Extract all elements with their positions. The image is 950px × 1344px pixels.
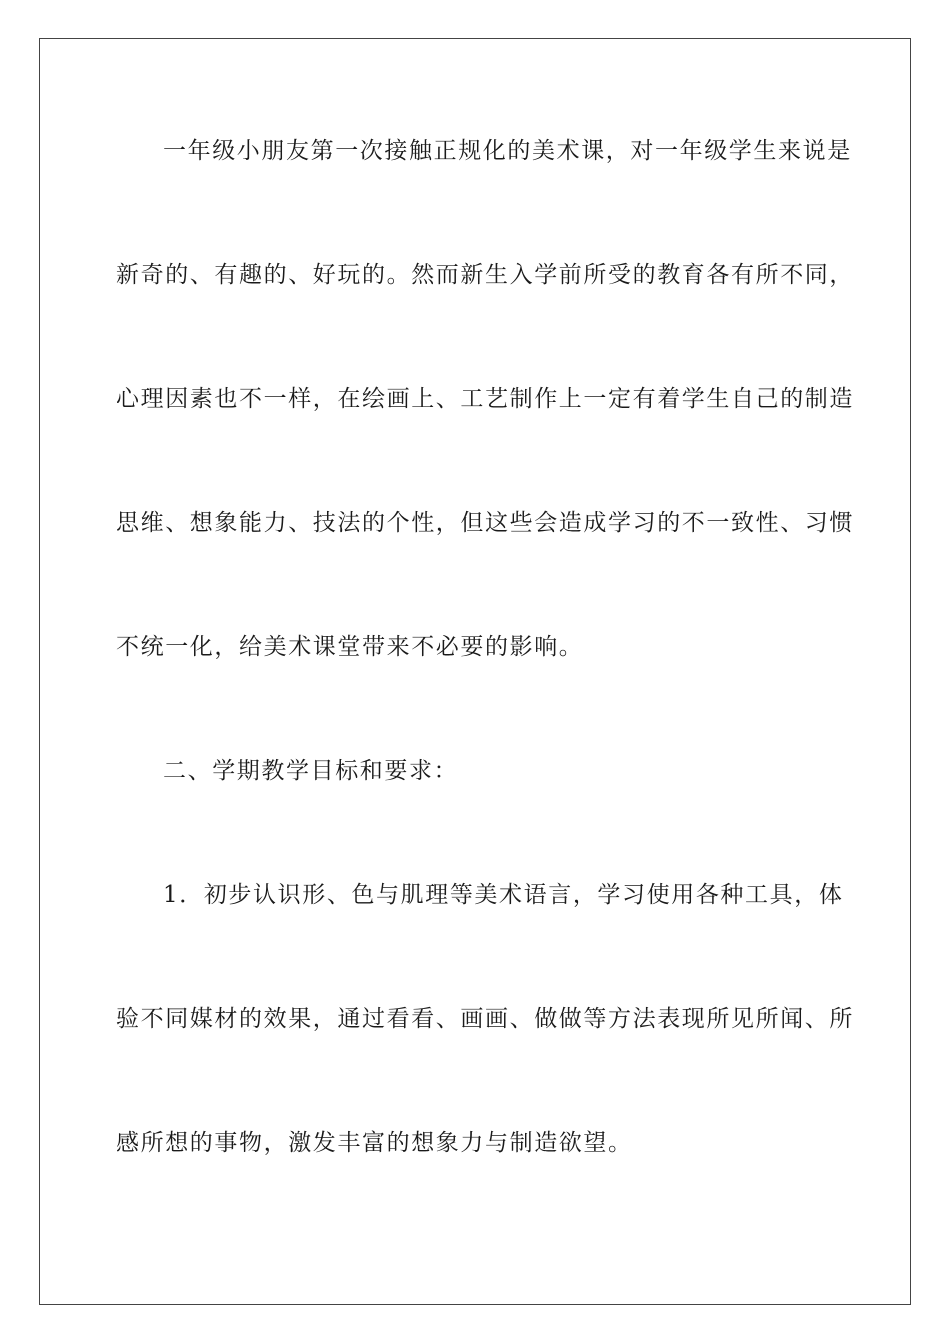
paragraph-2-line-1: 1．初步认识形、色与肌理等美术语言，学习使用各种工具，体 <box>163 882 844 908</box>
paragraph-1-line-4: 思维、想象能力、技法的个性，但这些会造成学习的不一致性、习惯 <box>116 510 854 536</box>
page-border <box>39 38 911 1305</box>
paragraph-1-line-1: 一年级小朋友第一次接触正规化的美术课，对一年级学生来说是 <box>163 138 852 164</box>
paragraph-2-line-2: 验不同媒材的效果，通过看看、画画、做做等方法表现所见所闻、所 <box>116 1006 854 1032</box>
paragraph-1-line-2: 新奇的、有趣的、好玩的。然而新生入学前所受的教育各有所不同， <box>116 262 854 288</box>
section-heading: 二、学期教学目标和要求： <box>163 758 459 784</box>
paragraph-2-line-3: 感所想的事物，激发丰富的想象力与制造欲望。 <box>116 1130 633 1156</box>
paragraph-1-line-5: 不统一化，给美术课堂带来不必要的影响。 <box>116 634 584 660</box>
paragraph-1-line-3: 心理因素也不一样，在绘画上、工艺制作上一定有着学生自己的制造 <box>116 386 854 412</box>
